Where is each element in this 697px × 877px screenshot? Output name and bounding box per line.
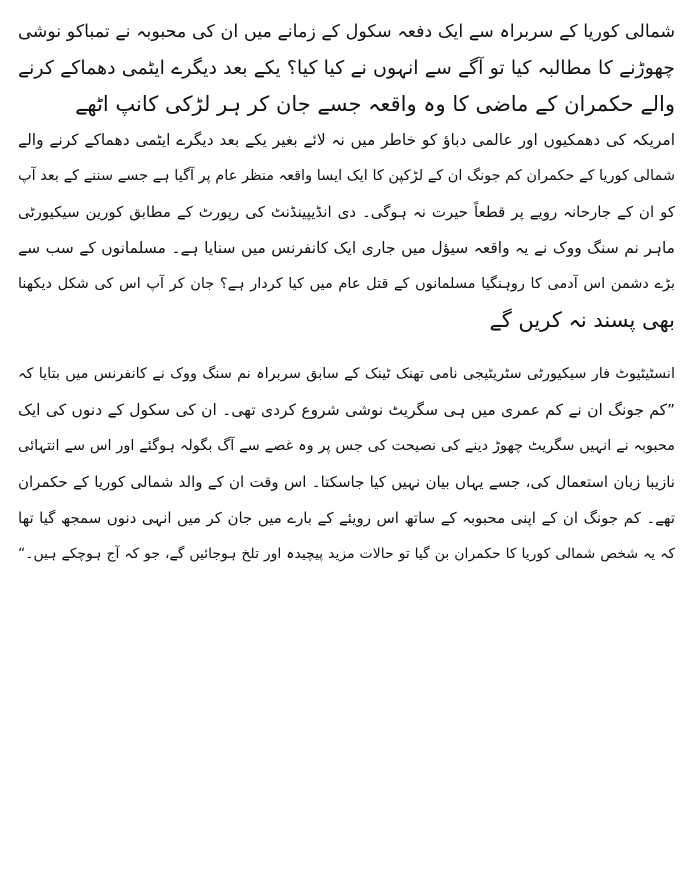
text-line: والے حکمران کے ماضی کا وہ واقعہ جسے جان کر ہر لڑکی کانپ اٹھے [75,92,675,116]
text-line: انسٹیٹیوٹ فار سیکیورٹی سٹریٹیجی نامی تھنک ٹینک کے سابق سربراہ نم سنگ ووک نے کانفرنس میں بتایا کہ [18,366,675,382]
text-line: ”کم جونگ ان نے کم عمری میں ہی سگریٹ نوشی شروع کردی تھی۔ ان کی سکول کے دنوں کی ایک [18,401,675,419]
text-line: نازیبا زبان استعمال کی، جسے یہاں بیان نہیں کیا جاسکتا۔ اس وقت ان کے والد شمالی کوریا کے حکمران [18,473,675,491]
text-line: شمالی کوریا کے حکمران کم جونگ ان کے لڑکپن کا ایک ایسا واقعہ منظر عام پر آگیا ہے جسے سننے کے بعد آپ [18,168,675,184]
text-line: شمالی کوریا کے سربراہ سے ایک دفعہ سکول کے زمانے میں ان کی محبوبہ نے تمباکو نوشی [18,22,675,42]
paragraph-spacer [18,338,675,356]
paragraph-body [18,122,675,338]
text-line: بڑے دشمن اس آدمی کا روہنگیا مسلمانوں کے قتل عام میں کیا کردار ہے؟ جان کر آپ اس کی شکل دیکھنا [18,276,675,292]
text-line: کو ان کے جارحانہ رویے پر قطعاً حیرت نہ ہوگی۔ دی انڈیپینڈنٹ کی رپورٹ کے مطابق کورین سیکیورٹی [18,203,675,221]
paragraph-intro [18,14,675,122]
paragraph-quote [18,356,675,572]
text-line: چھوڑنے کا مطالبہ کیا تو آگے سے انہوں نے کیا کیا؟ یکے بعد دیگرے ایٹمی دھماکے کرنے [18,57,675,79]
text-line: کہ یہ شخص شمالی کوریا کا حکمران بن گیا تو حالات مزید پیچیدہ اور تلخ ہوجائیں گے، جو کہ آج ہوچکے ہیں۔“ [18,546,675,562]
text-line: تھے۔ کم جونگ ان کے اپنی محبوبہ کے ساتھ اس رویئے کے بارے میں جان کر میں انہی دنوں سمجھ گیا تھا [18,509,675,527]
text-line: بھی پسند نہ کریں گے [489,308,675,332]
text-line: ماہر نم سنگ ووک نے یہ واقعہ سیؤل میں جاری ایک کانفرنس میں سنایا ہے۔ مسلمانوں کے سب سے [18,239,675,257]
text-line: امریکہ کی دھمکیوں اور عالمی دباؤ کو خاطر میں نہ لائے بغیر یکے بعد دیگرے ایٹمی دھماکے کرنے والے [18,131,675,149]
text-line: محبوبہ نے انہیں سگریٹ چھوڑ دینے کی نصیحت کی جس پر وہ غصے سے آگ بگولہ ہوگئے اور اس سے انتہائی [18,438,675,454]
